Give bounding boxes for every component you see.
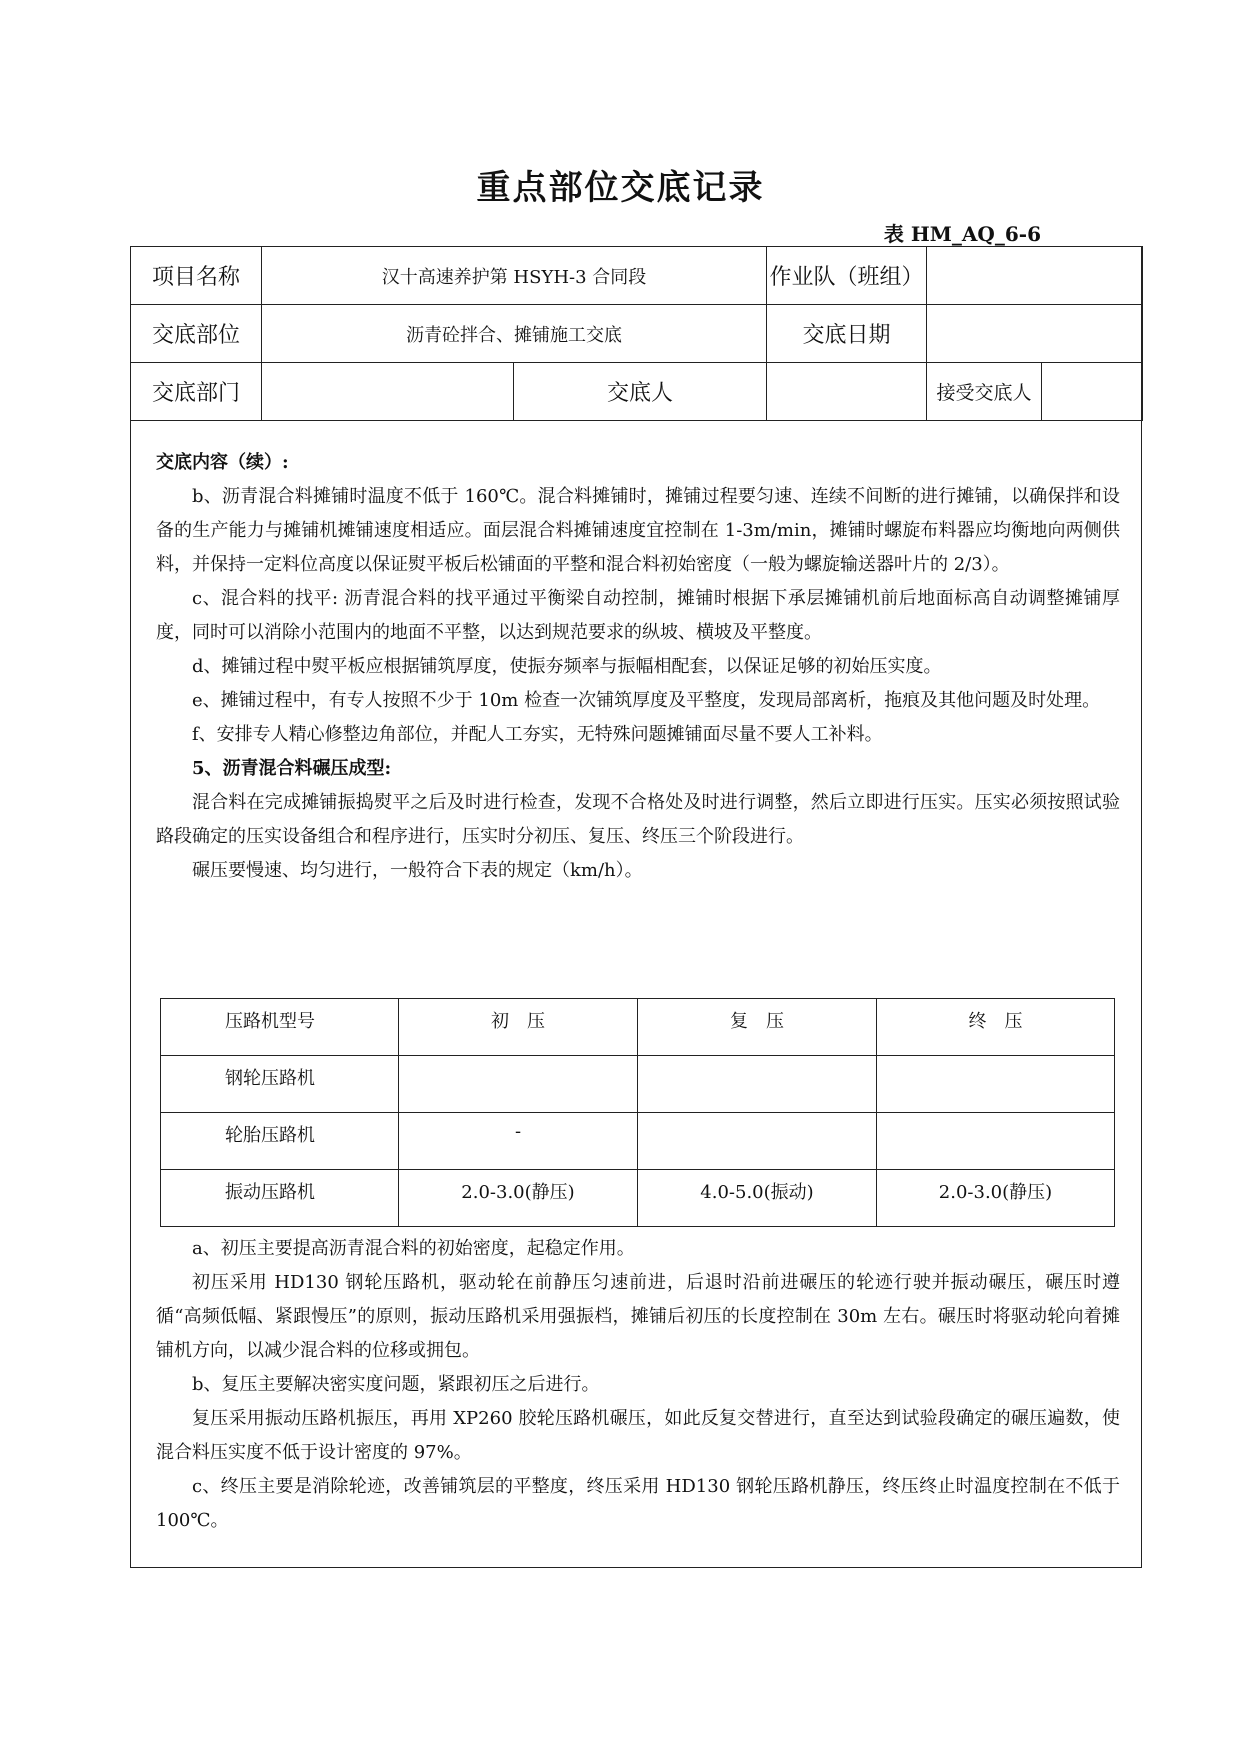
part-value: 沥青砼拌合、摊铺施工交底 bbox=[262, 305, 767, 363]
table-cell: 钢轮压路机 bbox=[161, 1056, 399, 1113]
person-label: 交底人 bbox=[514, 363, 767, 421]
table-header-cell: 初 压 bbox=[399, 999, 638, 1056]
date-value bbox=[927, 305, 1143, 363]
paragraph-rolling-intro: 混合料在完成摊铺振捣熨平之后及时进行检查，发现不合格处及时进行调整，然后立即进行压实。压实必须按照试验路段确定的压实设备组合和程序进行，压实时分初压、复压、终压三个阶段进行。 bbox=[156, 792, 1120, 847]
table-cell bbox=[638, 1056, 877, 1113]
page-title: 重点部位交底记录 bbox=[476, 168, 765, 208]
table-cell bbox=[877, 1056, 1115, 1113]
paragraph-b: b、沥青混合料摊铺时温度不低于 160℃。混合料摊铺时，摊铺过程要匀速、连续不间断的进行摊铺，以确保拌和设备的生产能力与摊铺机摊铺速度相适应。面层混合料摊铺速度宜控制在 1-3m/min，摊铺时螺旋布料器应均衡地向两侧供料，并保持一定料位高度以保证熨平板后松铺面的平整和混合料初始密度（一般为螺旋输送器叶片的 2/3）。 bbox=[156, 486, 1120, 575]
team-label: 作业队（班组） bbox=[767, 247, 927, 305]
paragraph-re-rolling-detail: 复压采用振动压路机振压，再用 XP260 胶轮压路机碾压，如此反复交替进行，直至达到试验段确定的碾压遍数，使混合料压实度不低于设计密度的 97%。 bbox=[156, 1408, 1120, 1463]
table-cell bbox=[399, 1056, 638, 1113]
paragraph-f: f、安排专人精心修整边角部位，并配人工夯实，无特殊问题摊铺面尽量不要人工补料。 bbox=[192, 724, 883, 745]
table-cell bbox=[877, 1113, 1115, 1170]
receiver-label: 接受交底人 bbox=[927, 363, 1042, 421]
table-header-row bbox=[161, 999, 1115, 1056]
table-header-cell: 压路机型号 bbox=[161, 999, 399, 1056]
table-header-cell: 终 压 bbox=[877, 999, 1115, 1056]
paragraph-initial-rolling-detail: 初压采用 HD130 钢轮压路机，驱动轮在前静压匀速前进，后退时沿前进碾压的轮迹行驶并振动碾压，碾压时遵循“高频低幅、紧跟慢压”的原则，振动压路机采用强振档，摊铺后初压的长度控制在 30m 左右。碾压时将驱动轮向着摊铺机方向，以减少混合料的位移或拥包。 bbox=[156, 1272, 1120, 1361]
header-row-part bbox=[131, 305, 1143, 363]
form-code: 表 HM_AQ_6-6 bbox=[883, 222, 1041, 246]
header-row-project bbox=[131, 247, 1143, 305]
table-header-cell: 复 压 bbox=[638, 999, 877, 1056]
table-cell: 振动压路机 bbox=[161, 1170, 399, 1227]
table-cell: - bbox=[399, 1113, 638, 1170]
table-row bbox=[161, 1056, 1115, 1113]
receiver-value bbox=[1042, 363, 1143, 421]
content-heading: 交底内容（续）: bbox=[156, 452, 289, 473]
project-name-value: 汉十高速养护第 HSYH-3 合同段 bbox=[262, 247, 767, 305]
person-value bbox=[767, 363, 927, 421]
table-row bbox=[161, 1170, 1115, 1227]
paragraph-final-rolling: c、终压主要是消除轮迹，改善铺筑层的平整度，终压采用 HD130 钢轮压路机静压，终压终止时温度控制在不低于 100℃。 bbox=[156, 1476, 1120, 1531]
paragraph-c: c、混合料的找平: 沥青混合料的找平通过平衡梁自动控制，摊铺时根据下承层摊铺机前后地面标高自动调整摊铺厚度，同时可以消除小范围内的地面不平整，以达到规范要求的纵坡、横坡及平整度。 bbox=[156, 588, 1120, 643]
paragraph-d: d、摊铺过程中熨平板应根据铺筑厚度，使振夯频率与振幅相配套，以保证足够的初始压实度。 bbox=[192, 656, 942, 677]
header-row-dept bbox=[131, 363, 1143, 421]
paragraph-e: e、摊铺过程中，有专人按照不少于 10m 检查一次铺筑厚度及平整度，发现局部离析，拖痕及其他问题及时处理。 bbox=[192, 690, 1101, 711]
roller-speed-table bbox=[160, 998, 1115, 1227]
table-cell: 4.0-5.0(振动) bbox=[638, 1170, 877, 1227]
disclosure-content bbox=[156, 446, 1120, 888]
table-cell bbox=[638, 1113, 877, 1170]
date-label: 交底日期 bbox=[767, 305, 927, 363]
table-cell: 2.0-3.0(静压) bbox=[399, 1170, 638, 1227]
header-table bbox=[130, 246, 1143, 421]
project-name-label: 项目名称 bbox=[131, 247, 262, 305]
table-row bbox=[161, 1113, 1115, 1170]
dept-label: 交底部门 bbox=[131, 363, 262, 421]
team-value bbox=[927, 247, 1143, 305]
table-cell: 2.0-3.0(静压) bbox=[877, 1170, 1115, 1227]
table-cell: 轮胎压路机 bbox=[161, 1113, 399, 1170]
paragraph-re-rolling: b、复压主要解决密实度问题，紧跟初压之后进行。 bbox=[192, 1374, 600, 1395]
paragraph-rolling-speed: 碾压要慢速、均匀进行，一般符合下表的规定（km/h）。 bbox=[192, 860, 643, 881]
paragraph-initial-rolling: a、初压主要提高沥青混合料的初始密度，起稳定作用。 bbox=[192, 1238, 635, 1259]
part-label: 交底部位 bbox=[131, 305, 262, 363]
dept-value bbox=[262, 363, 514, 421]
section-5-heading: 5、沥青混合料碾压成型: bbox=[192, 758, 392, 779]
rolling-content bbox=[156, 1232, 1120, 1538]
